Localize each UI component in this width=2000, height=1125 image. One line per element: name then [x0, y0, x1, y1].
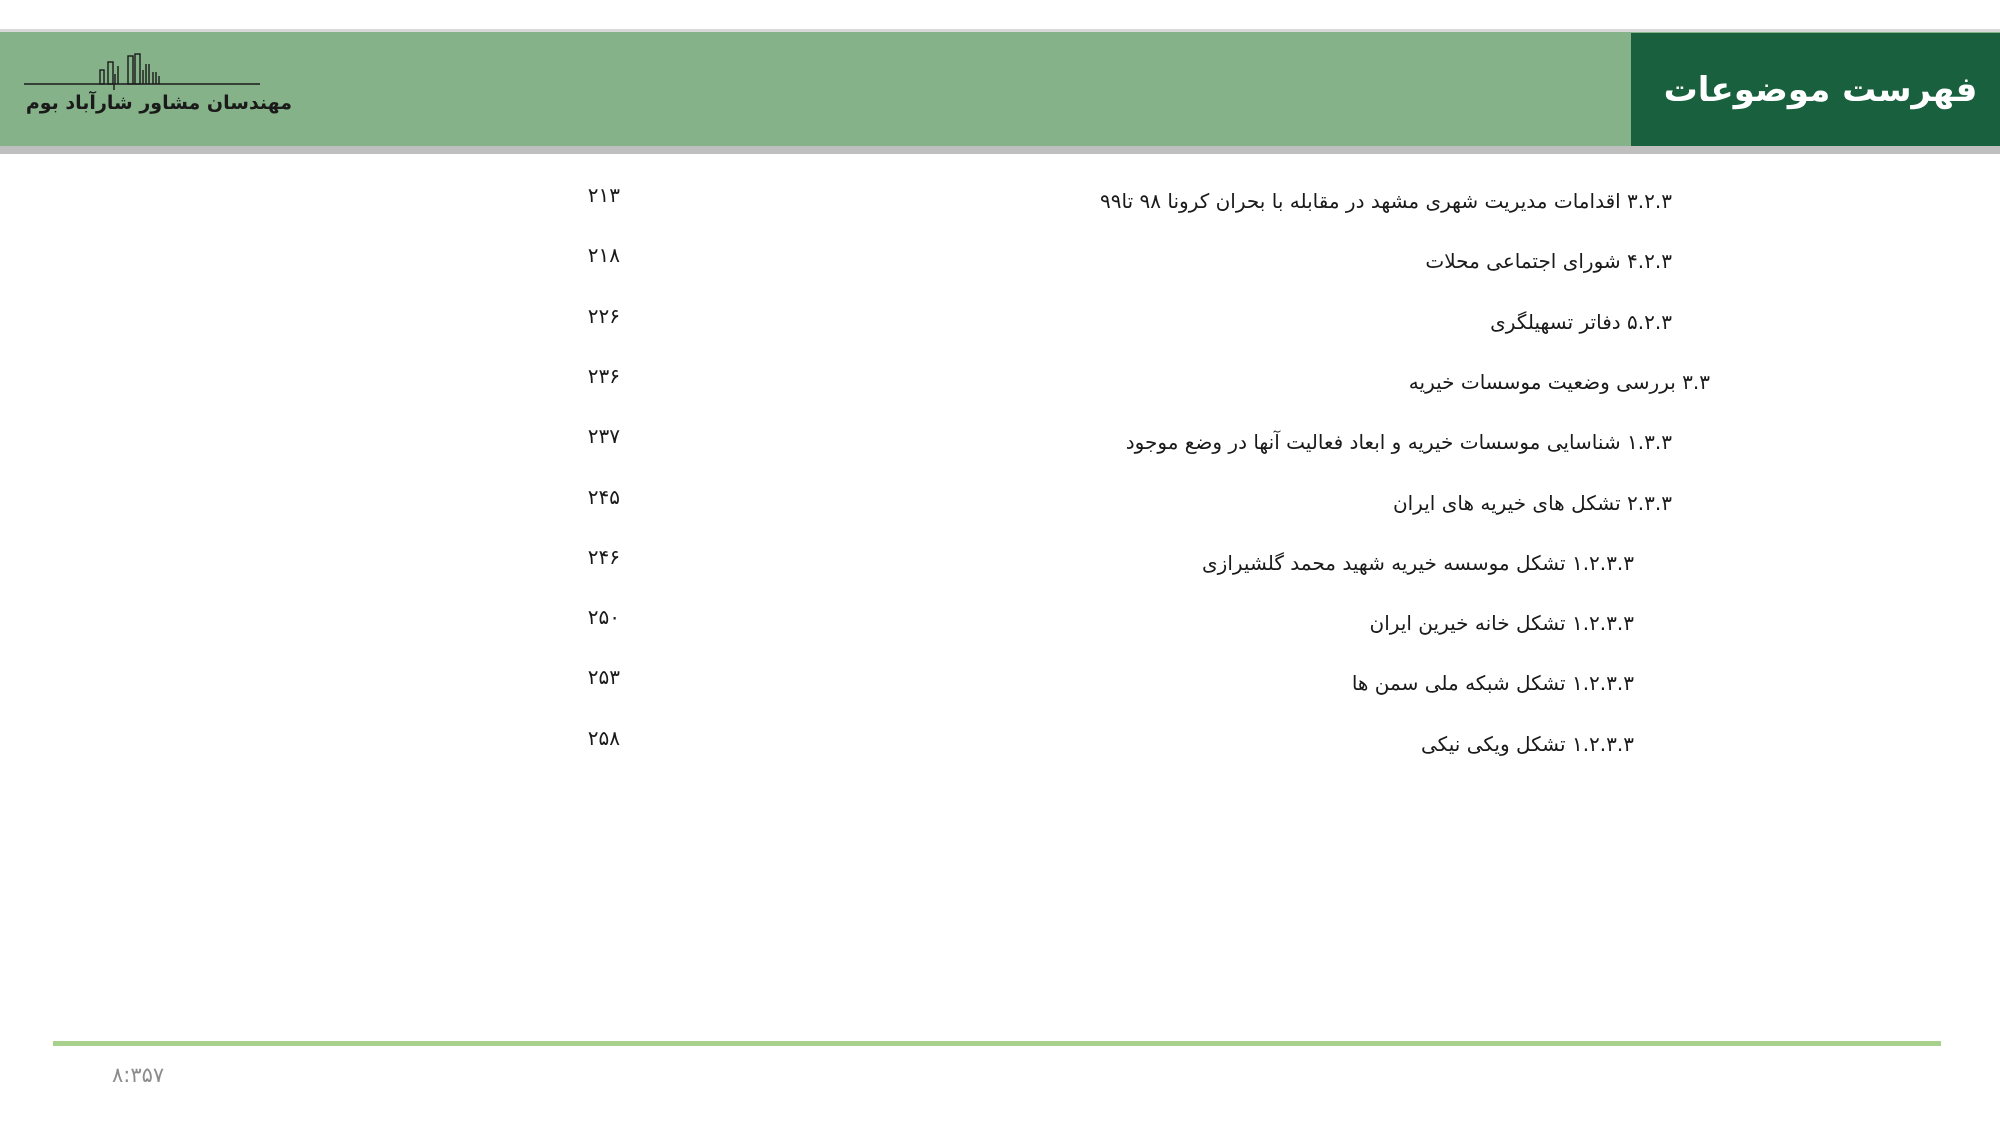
- toc-entry-title: ۲.۳.۳ تشکل های خیریه های ایران: [1392, 491, 1672, 515]
- toc-entry[interactable]: [0, 665, 2000, 705]
- footer-divider: [53, 1041, 1941, 1046]
- toc-entry-page-number: ۲۲۶: [587, 304, 620, 328]
- toc-entry-title: ۳.۳ بررسی وضعیت موسسات خیریه: [1408, 370, 1710, 394]
- toc-entry-title: ۱.۲.۳.۳ تشکل موسسه خیریه شهید محمد گلشیرازی: [1202, 551, 1634, 575]
- toc-entry[interactable]: [0, 605, 2000, 645]
- toc-entry[interactable]: [0, 485, 2000, 525]
- toc-entry-page-number: ۲۵۰: [587, 605, 620, 629]
- toc-entry[interactable]: [0, 304, 2000, 344]
- toc-entry-page-number: ۲۵۳: [587, 665, 620, 689]
- toc-entry[interactable]: [0, 545, 2000, 585]
- toc-entry[interactable]: [0, 726, 2000, 766]
- toc-entry-page-number: ۲۴۶: [587, 545, 620, 569]
- toc-entry-page-number: ۲۱۸: [587, 243, 620, 267]
- toc-entry[interactable]: [0, 183, 2000, 223]
- toc-entry-page-number: ۲۳۷: [587, 424, 620, 448]
- toc-entry-title: ۳.۲.۳ اقدامات مدیریت شهری مشهد در مقابله با بحران کرونا ۹۸ تا۹۹: [1100, 189, 1672, 213]
- toc-entry-page-number: ۲۱۳: [587, 183, 620, 207]
- toc-entry-page-number: ۲۴۵: [587, 485, 620, 509]
- toc-entry-page-number: ۲۳۶: [587, 364, 620, 388]
- toc-entry-title: ۱.۲.۳.۳ تشکل خانه خیرین ایران: [1369, 611, 1634, 635]
- toc-entry-title: ۴.۲.۳ شورای اجتماعی محلات: [1425, 249, 1672, 273]
- toc-entry-title: ۱.۳.۳ شناسایی موسسات خیریه و ابعاد فعالیت آنها در وضع موجود: [1125, 430, 1672, 454]
- toc-entry-title: ۱.۲.۳.۳ تشکل شبکه ملی سمن ها: [1351, 671, 1634, 695]
- page-title: فهرست موضوعات: [1663, 69, 1978, 110]
- page-number: ۸:۳۵۷: [112, 1063, 165, 1087]
- toc-entry-title: ۱.۲.۳.۳ تشکل ویکی نیکی: [1421, 732, 1634, 756]
- toc-entry[interactable]: [0, 243, 2000, 283]
- toc-entry[interactable]: [0, 424, 2000, 464]
- toc-entry[interactable]: [0, 364, 2000, 404]
- logo-text: مهندسان مشاور شارآباد بوم: [25, 92, 292, 114]
- toc-entry-title: ۵.۲.۳ دفاتر تسهیلگری: [1490, 310, 1672, 334]
- toc-entry-page-number: ۲۵۸: [587, 726, 620, 750]
